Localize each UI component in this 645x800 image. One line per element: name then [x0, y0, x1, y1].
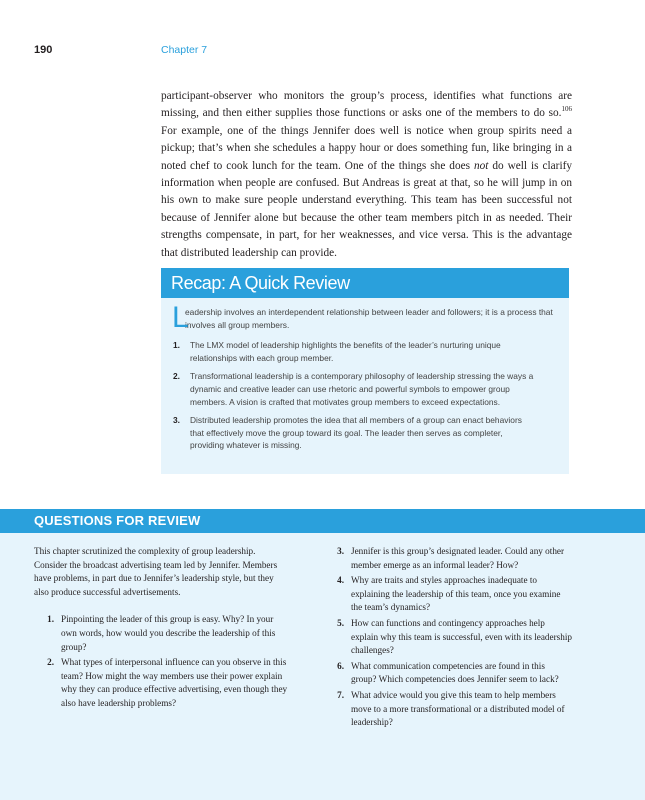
recap-item — [173, 414, 557, 452]
question-number: 6. — [337, 660, 344, 671]
recap-body — [161, 298, 569, 452]
recap-item-text: Distributed leadership promotes the idea that all members of a group can enact behaviors that effectively move the group toward its goal. The leader then serves as completer, providing whatever is missing. — [190, 415, 522, 451]
question-item — [34, 656, 288, 710]
question-number: 7. — [337, 689, 344, 700]
questions-right-column — [324, 545, 572, 732]
paragraph-text-2: For example, one of the things Jennifer does well is notice when group spirits need a pickup; that’s when she schedules a happy hour or does something fun, like bringing in a noted chef to cook lunch for the team. One of the things she does — [161, 124, 572, 172]
question-text: What advice would you give this team to help members move to a more transformational or a distributed model of leadership? — [351, 689, 565, 728]
recap-box — [161, 268, 569, 474]
question-list-left — [34, 613, 288, 710]
question-text: What communication competencies are found in this group? Which competencies does Jennifer seem to lack? — [351, 660, 559, 685]
recap-item-number: 3. — [173, 415, 180, 426]
question-text: Jennifer is this group’s designated leader. Could any other member emerge as an informal leader? How? — [351, 546, 565, 570]
recap-item-text: Transformational leadership is a contemporary philosophy of leadership stressing the ways a dynamic and creative leader can use rhetoric and powerful symbols to empower group members. A vision is crafted that motivates group members to exceed expectations. — [190, 371, 534, 407]
questions-left-column — [34, 545, 288, 713]
question-item — [324, 617, 572, 658]
question-item — [324, 660, 572, 687]
recap-title: Recap: A Quick Review — [161, 268, 569, 298]
question-text: Why are traits and styles approaches inadequate to explaining the leadership of this team, once you examine the team’s dynamics? — [351, 575, 561, 613]
question-text: How can functions and contingency approaches help explain why this team is successful, even with its leadership challenges? — [351, 617, 572, 656]
recap-item-text: The LMX model of leadership highlights the benefits of the leader’s nurturing unique relationships with each group member. — [190, 340, 501, 363]
paragraph-text-3: do well is clarify information when people are confused. But Andreas is great at that, so he will jump in on his own to make sure people understand everything. This team has been successful not because of Jennifer alone but because the other team members pitch in as needed. Their strengths compensate, in part, for her weaknesses, and vice versa. This is the advantage that distributed leadership can provide. — [161, 159, 572, 259]
recap-item — [173, 339, 557, 364]
footnote-ref[interactable]: 106 — [561, 105, 572, 114]
body-paragraph — [161, 88, 572, 262]
questions-intro: This chapter scrutinized the complexity of group leadership. Consider the broadcast advertising team led by Jennifer. Members have problems, in part due to Jennifer’s leadership style, but they also produce successful advertisements. — [34, 546, 278, 597]
recap-item — [173, 370, 557, 408]
chapter-label: Chapter 7 — [161, 44, 208, 56]
questions-title: QUESTIONS FOR REVIEW — [34, 513, 201, 528]
questions-header-bar — [0, 509, 645, 533]
recap-item-number: 2. — [173, 371, 180, 382]
question-item — [34, 613, 288, 654]
question-text: What types of interpersonal influence can you observe in this team? How might the way members use their power explain why they can produce effective advertising, even though they also have leadership problems? — [61, 657, 288, 708]
paragraph-text-1: participant-observer who monitors the group’s process, identifies what functions are missing, and then either supplies those functions or asks one of the members to do so. — [161, 90, 572, 120]
question-number: 4. — [337, 575, 344, 586]
recap-intro — [172, 301, 557, 334]
recap-list — [173, 339, 557, 452]
question-text: Pinpointing the leader of this group is easy. Why? In your own words, how would you describe the leadership of this group? — [61, 614, 276, 652]
question-list-right — [324, 545, 572, 730]
recap-item-number: 1. — [173, 340, 180, 351]
question-number: 3. — [337, 546, 344, 556]
paragraph-emphasis: not — [473, 159, 489, 172]
question-item — [324, 574, 572, 615]
question-number: 5. — [337, 617, 344, 628]
page-number: 190 — [34, 44, 53, 56]
recap-dropcap: L — [172, 301, 189, 334]
question-item — [324, 689, 572, 730]
question-number: 1. — [47, 614, 54, 625]
recap-intro-text: eadership involves an interdependent relationship between leader and followers; it is a process that involves all group members. — [185, 307, 553, 330]
question-item — [324, 545, 572, 572]
question-number: 2. — [47, 657, 54, 668]
